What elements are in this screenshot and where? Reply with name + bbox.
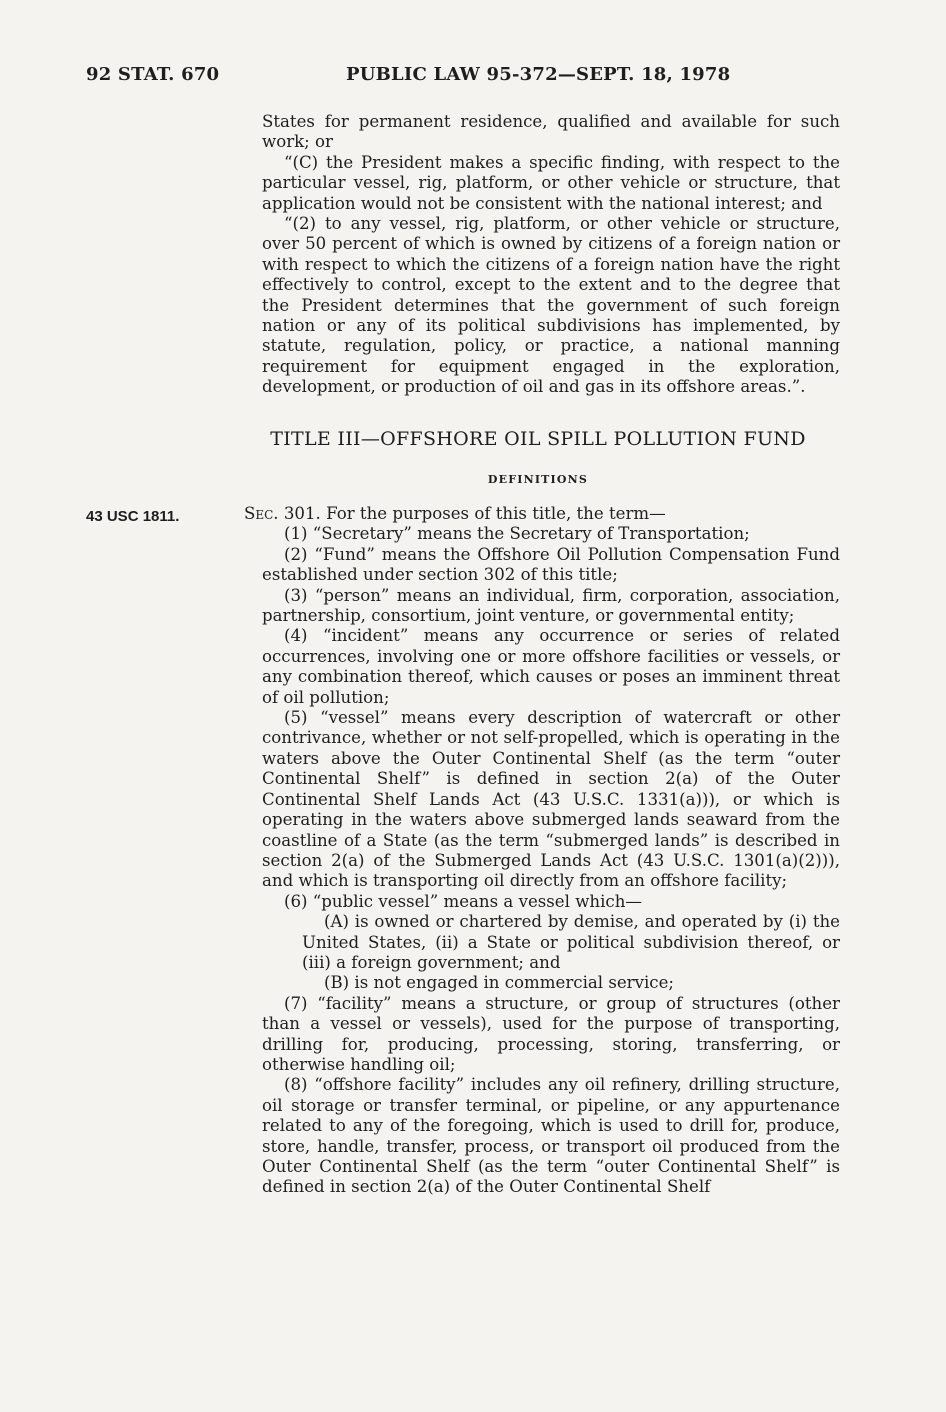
stat-citation: 92 STAT. 670 [86, 64, 220, 85]
sec-intro-text: 301. For the purposes of this title, the term— [283, 504, 666, 523]
definition-2: (2) “Fund” means the Offshore Oil Pollution Compensation Fund established under section 302 of this title; [262, 544, 840, 585]
definition-8: (8) “offshore facility” includes any oil refinery, drilling structure, oil storage or transfer terminal, or pipeline, or any appurtenance related to any of the foregoing, which is used to drill for, produce, store, handle, transfer, process, or transport oil produced from the Outer Continental Shelf (as the term “outer Continental Shelf” is defined in section 2(a) of the Outer Continental Shelf [262, 1075, 840, 1197]
section-intro [244, 504, 840, 524]
paragraph-clause-c: “(C) the President makes a specific finding, with respect to the particular vessel, rig, platform, or other vehicle or structure, that application would not be consistent with the national interest; and [262, 152, 840, 213]
paragraph-continued: States for permanent residence, qualified and available for such work; or [262, 112, 840, 152]
definition-5: (5) “vessel” means every description of watercraft or other contrivance, whether or not self-propelled, which is operating in the waters above the Outer Continental Shelf (as the term “outer Continental Shelf” is defined in section 2(a) of the Outer Continental Shelf Lands Act (43 U.S.C. 1331(a))), or which is operating in the waters above submerged lands seaward from the coastline of a State (as the term “submerged lands” is described in section 2(a) of the Submerged Lands Act (43 U.S.C. 1301(a)(2))), and which is transporting oil directly from an offshore facility; [262, 708, 840, 891]
definition-4: (4) “incident” means any occurrence or series of related occurrences, involving one or more offshore facilities or vessels, or any combination thereof, which causes or poses an imminent threat of oil pollution; [262, 626, 840, 707]
definition-6: (6) “public vessel” means a vessel which— [284, 891, 642, 911]
running-head: PUBLIC LAW 95-372—SEPT. 18, 1978 [346, 64, 731, 85]
definition-6b: (B) is not engaged in commercial service; [324, 973, 675, 993]
subheading-definitions: DEFINITIONS [487, 473, 589, 486]
title-heading: TITLE III—OFFSHORE OIL SPILL POLLUTION FUND [270, 428, 806, 450]
continued-text [262, 112, 840, 398]
definition-6a: (A) is owned or chartered by demise, and operated by (i) the United States, (ii) a State or political subdivision thereof, or (iii) a foreign government; and [302, 912, 840, 972]
section-301 [244, 504, 840, 1198]
sec-label: Sec. [244, 504, 279, 523]
definition-3: (3) “person” means an individual, firm, corporation, association, partnership, consortium, joint venture, or governmental entity; [262, 585, 840, 626]
margin-citation: 43 USC 1811. [86, 508, 180, 525]
paragraph-2: “(2) to any vessel, rig, platform, or other vehicle or structure, over 50 percent of which is owned by citizens of a foreign nation or with respect to which the citizens of a foreign nation have the right effectively to control, except to the extent and to the degree that the President determines that the government of such foreign nation or any of its political subdivisions has implemented, by statute, regulation, policy, or practice, a national manning requirement for equipment engaged in the exploration, development, or production of oil and gas in its offshore areas.”. [262, 214, 840, 397]
definition-7: (7) “facility” means a structure, or group of structures (other than a vessel or vessels), used for the purpose of transporting, drilling for, producing, processing, storing, transferring, or otherwise handling oil; [262, 993, 840, 1074]
definition-1: (1) “Secretary” means the Secretary of Transportation; [284, 524, 750, 544]
